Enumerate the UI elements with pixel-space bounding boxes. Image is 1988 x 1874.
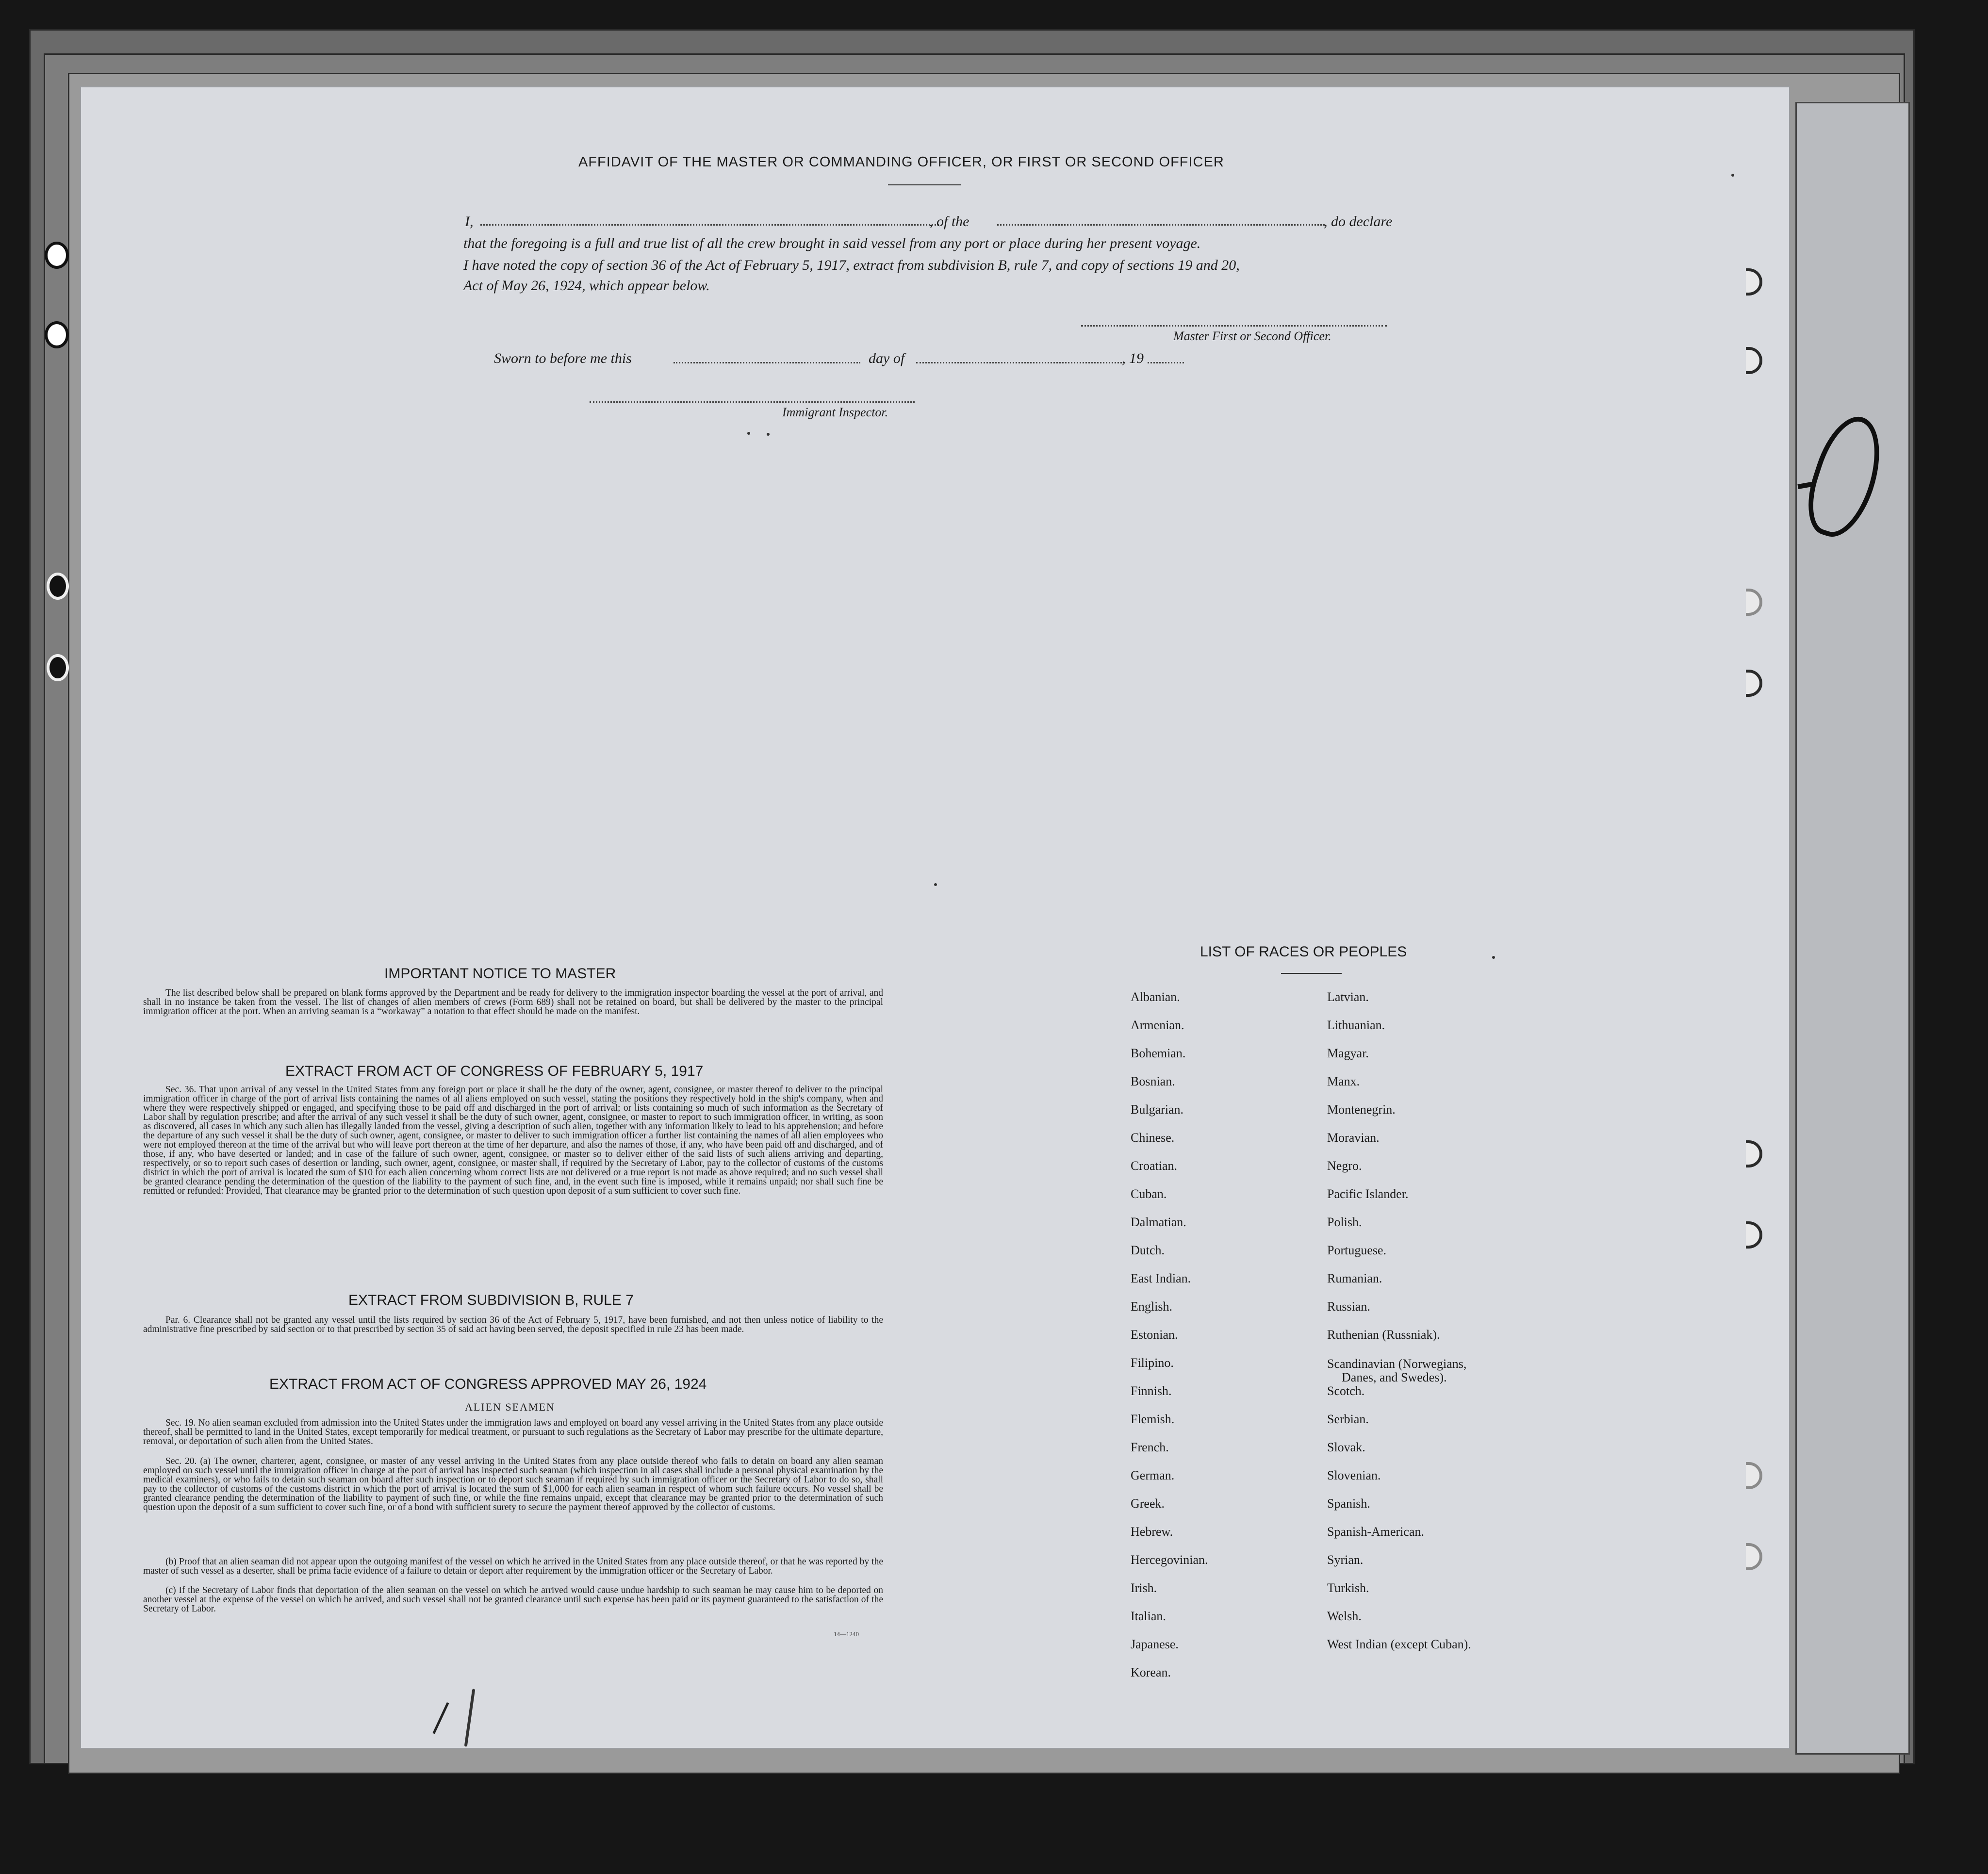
ink-speck xyxy=(747,432,750,435)
affidavit-line1-mid: , of the xyxy=(929,214,969,230)
race-item: Scandinavian (Norwegians, xyxy=(1327,1357,1467,1371)
punch-hole xyxy=(45,242,69,269)
affidavit-line4: Act of May 26, 1924, which appear below. xyxy=(463,278,710,294)
race-item: Albanian. xyxy=(1131,990,1180,1004)
race-item: Lithuanian. xyxy=(1327,1018,1385,1032)
race-item: Pacific Islander. xyxy=(1327,1187,1409,1201)
race-item: Montenegrin. xyxy=(1327,1102,1396,1117)
race-item: Danes, and Swedes). xyxy=(1342,1370,1447,1384)
race-item: Armenian. xyxy=(1131,1018,1184,1032)
race-item: Flemish. xyxy=(1131,1412,1175,1426)
punch-hole xyxy=(47,573,69,600)
race-item: Slovak. xyxy=(1327,1440,1365,1454)
race-item: Polish. xyxy=(1327,1215,1362,1229)
race-item: Estonian. xyxy=(1131,1328,1178,1342)
race-item: Ruthenian (Russniak). xyxy=(1327,1328,1440,1342)
declarant-name-blank[interactable] xyxy=(480,224,939,226)
race-item: Croatian. xyxy=(1131,1159,1178,1173)
race-item: Latvian. xyxy=(1327,990,1369,1004)
race-item: West Indian (except Cuban). xyxy=(1327,1637,1471,1651)
races-title: LIST OF RACES OR PEOPLES xyxy=(1200,944,1407,960)
race-item: Portuguese. xyxy=(1327,1243,1387,1257)
race-item: Greek. xyxy=(1131,1496,1165,1511)
race-item: Hercegovinian. xyxy=(1131,1553,1208,1567)
race-item: Negro. xyxy=(1327,1159,1362,1173)
race-item: Rumanian. xyxy=(1327,1271,1382,1285)
race-item: Filipino. xyxy=(1131,1356,1174,1370)
affidavit-line1-start: I, xyxy=(465,214,474,230)
officer-signature-caption: Master First or Second Officer. xyxy=(1173,329,1331,343)
race-item: Hebrew. xyxy=(1131,1525,1173,1539)
extract-1917-text: Sec. 36. That upon arrival of any vessel in the United States from any foreign port or place it shall be the duty of the owner, agent, consignee, or master thereof to deliver to the principal immigration officer in charge of the port of arrival lists containing the names of all aliens employed on such vessel, stating the positions they respectively hold in the ship's company, when and where they were respectively shipped or engaged, and specifying those to be paid off and discharged in the port of arrival; or lists containing so much of such information as the Secretary of Labor shall by regulation prescribe; and after the arrival of any such vessel it shall be the duty of such owner, agent, consignee, or master to report to such immigration officer, in writing, as soon as discovered, all cases in which any such alien has illegally landed from the vessel, giving a description of such alien, together with any information likely to lead to his apprehension; and before the departure of any such vessel it shall be the duty of such owner, agent, consignee, or master to deliver to such immigration officer a further list containing the names of all alien employees who were not employed thereon at the time of the arrival but who will leave port thereon at the time of her departure, and also the names of those, if any, who have been paid off and discharged, and of those, if any, who have deserted or landed; and in case of the failure of such owner, agent, consignee, or master so to deliver either of the said lists of such aliens arriving and departing, respectively, or so to report such cases of desertion or landing, such owner, agent, consignee, or master shall, if required by the Secretary of Labor, pay to the collector of customs of the customs district in which the port of arrival is located the sum of $10 for each alien concerning whom correct lists are not delivered or a true report is not made as above required; and no such vessel shall be granted clearance pending the determination of the question of the liability to the payment of such fine, and, in the event such fine is imposed, while it remains unpaid; nor shall such fine be remitted or refunded: Provided, That clearance may be granted prior to the determination of such question upon deposit of a sum sufficient to cover such fine. xyxy=(143,1085,883,1196)
race-item: East Indian. xyxy=(1131,1271,1191,1285)
title-underline xyxy=(888,184,961,185)
race-item: Bosnian. xyxy=(1131,1074,1175,1088)
ink-speck xyxy=(1492,956,1495,959)
race-item: Dutch. xyxy=(1131,1243,1165,1257)
extract-rule7-title: EXTRACT FROM SUBDIVISION B, RULE 7 xyxy=(348,1292,634,1308)
races-title-underline xyxy=(1281,973,1342,974)
inspector-caption: Immigrant Inspector. xyxy=(782,405,888,419)
race-item: Bulgarian. xyxy=(1131,1102,1184,1117)
vessel-name-blank[interactable] xyxy=(997,224,1325,226)
race-item: Turkish. xyxy=(1327,1581,1369,1595)
affidavit-line3: I have noted the copy of section 36 of the Act of February 5, 1917, extract from subdivision B, rule 7, and copy of sections 19 and 20, xyxy=(463,257,1240,273)
sworn-year-blank[interactable] xyxy=(1148,362,1184,363)
race-item: Magyar. xyxy=(1327,1046,1369,1060)
race-item: Spanish-American. xyxy=(1327,1525,1425,1539)
race-item: Italian. xyxy=(1131,1609,1166,1623)
race-item: Manx. xyxy=(1327,1074,1360,1088)
extract-1924-sec19: Sec. 19. No alien seaman excluded from admission into the United States under the immigration laws and employed on board any vessel arriving in the United States from any place outside thereof, shall be permitted to land in the United States, except temporarily for medical treatment, or pursuant to such regulations as the Secretary of Labor may prescribe for the ultimate departure, removal, or deportation of such alien from the United States. xyxy=(143,1418,883,1447)
race-item: Bohemian. xyxy=(1131,1046,1186,1060)
extract-rule7-text: Par. 6. Clearance shall not be granted any vessel until the lists required by section 36 of the Act of February 5, 1917, have been furnished, and not then unless notice of liability to the administrative fine prescribed by said section or to that prescribed by section 35 of said act having been served, the deposit specified in rule 23 has been made. xyxy=(143,1315,883,1334)
punch-hole xyxy=(45,321,69,348)
affidavit-line1-end: , do declare xyxy=(1324,214,1393,230)
race-item: Finnish. xyxy=(1131,1384,1172,1398)
race-item: French. xyxy=(1131,1440,1169,1454)
race-item: Chinese. xyxy=(1131,1131,1175,1145)
extract-1924-subtitle: ALIEN SEAMEN xyxy=(465,1401,555,1413)
affidavit-line2: that the foregoing is a full and true list of all the crew brought in said vessel from any port or place during her present voyage. xyxy=(463,235,1201,251)
extract-1917-title: EXTRACT FROM ACT OF CONGRESS OF FEBRUARY 5, 1917 xyxy=(285,1063,704,1079)
race-item: English. xyxy=(1131,1299,1172,1314)
race-item: Korean. xyxy=(1131,1665,1171,1679)
race-item: Spanish. xyxy=(1327,1496,1370,1511)
race-item: Russian. xyxy=(1327,1299,1370,1314)
extract-1924-title: EXTRACT FROM ACT OF CONGRESS APPROVED MAY 26, 1924 xyxy=(269,1376,707,1392)
officer-signature-blank[interactable] xyxy=(1081,325,1387,327)
ink-speck xyxy=(1731,174,1734,177)
extract-1924-sec20c: (c) If the Secretary of Labor finds that deportation of the alien seaman on the vessel on which he arrived would cause undue hardship to such seaman he may cause him to be deported on another vessel at the expense of the vessel on which he arrived, and such vessel shall not be granted clearance until such expense has been paid or its payment guaranteed to the satisfaction of the Secretary of Labor. xyxy=(143,1585,883,1614)
sworn-month-blank[interactable] xyxy=(916,362,1125,363)
sworn-day-blank[interactable] xyxy=(674,362,860,363)
extract-1924-sec20b: (b) Proof that an alien seaman did not appear upon the outgoing manifest of the vessel on which he arrived in the United States from any place outside thereof, or that he was reported by the master of such vessel as a deserter, shall be prima facie evidence of a failure to detain or deport after requirement by the immigration officer or the Secretary of Labor. xyxy=(143,1557,883,1576)
notice-title: IMPORTANT NOTICE TO MASTER xyxy=(384,966,616,982)
affidavit-title: AFFIDAVIT OF THE MASTER OR COMMANDING OFFICER, OR FIRST OR SECOND OFFICER xyxy=(578,154,1224,170)
race-item: German. xyxy=(1131,1468,1175,1482)
form-code: 14—1240 xyxy=(834,1630,859,1638)
punch-hole xyxy=(47,654,69,681)
sworn-text-start: Sworn to before me this xyxy=(494,350,632,366)
inspector-signature-blank[interactable] xyxy=(590,401,915,403)
race-item: Japanese. xyxy=(1131,1637,1179,1651)
notice-text: The list described below shall be prepared on blank forms approved by the Department and be ready for delivery to the immigration inspector boarding the vessel at the port of arrival, and shall in no instance be taken from the vessel. The list of changes of alien members of crews (Form 689) shall not be retained on board, but shall be delivered by the master to the principal immigration officer at the port. When an arriving seaman is a “workaway” a notation to that effect should be made on the manifest. xyxy=(143,988,883,1017)
race-item: Dalmatian. xyxy=(1131,1215,1186,1229)
extract-1924-sec20a: Sec. 20. (a) The owner, charterer, agent, consignee, or master of any vessel arriving in the United States from any place outside thereof who fails to detain on board any alien seaman employed on such vessel until the immigration officer in charge at the port of arrival has inspected such seaman (which inspection in all cases shall include a personal physical examination by the medical examiners), or who fails to detain such seaman on board after such inspection or to deport such seaman if required by such immigration officer or the Secretary of Labor to do so, shall pay to the collector of customs of the customs district in which the port of arrival is located the sum of $1,000 for each alien seaman in respect of whom such failure occurs. No vessel shall be granted clearance pending the determination of the liability to payment of such fine, or while the fine remains unpaid, except that clearance may be granted prior to the determination of such question upon the deposit of a sum sufficient to cover such fine, or of a bond with sufficient surety to secure the payment thereof approved by the collector of customs. xyxy=(143,1456,883,1512)
race-item: Moravian. xyxy=(1327,1131,1380,1145)
race-item: Welsh. xyxy=(1327,1609,1362,1623)
sworn-day-label: day of xyxy=(869,350,905,366)
ink-speck xyxy=(934,883,937,886)
race-item: Scotch. xyxy=(1327,1384,1365,1398)
ink-speck xyxy=(767,433,770,436)
sworn-year-label: , 19 xyxy=(1122,350,1144,366)
race-item: Irish. xyxy=(1131,1581,1157,1595)
race-item: Serbian. xyxy=(1327,1412,1369,1426)
race-item: Slovenian. xyxy=(1327,1468,1381,1482)
race-item: Cuban. xyxy=(1131,1187,1167,1201)
underlying-sheet-edge xyxy=(1795,102,1910,1755)
race-item: Syrian. xyxy=(1327,1553,1364,1567)
